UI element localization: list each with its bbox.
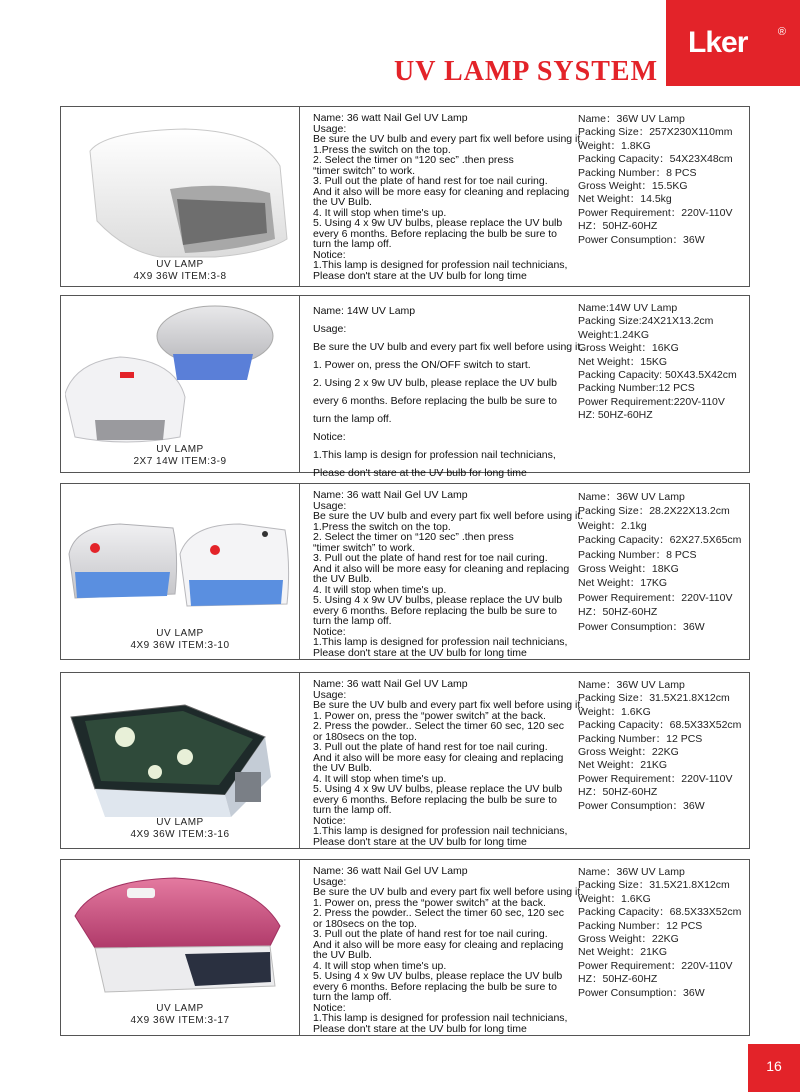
description-line: Usage: xyxy=(313,499,347,512)
spec-line: Weight：1.6KG xyxy=(578,705,651,718)
product-row xyxy=(60,859,750,1036)
description-line: Usage: xyxy=(313,323,347,335)
description-line: every 6 months. Before replacing the bulb be sure to xyxy=(313,604,557,617)
description-line: Name: 36 watt Nail Gel UV Lamp xyxy=(313,489,468,501)
spec-line: Name：36W UV Lamp xyxy=(578,491,685,503)
spec-line: Gross Weight：22KG xyxy=(578,933,679,946)
description-line: 1. Power on, press the ON/OFF switch to start. xyxy=(313,359,531,371)
uv-lamp-3-8-image xyxy=(65,111,295,261)
spec-line: HZ: 50HZ-60HZ xyxy=(578,409,653,422)
description-line: And it also will be more easy for cleaing and replacing xyxy=(313,938,564,951)
product-description xyxy=(313,865,584,1035)
description-line: 1.This lamp is designed for profession nail technicians, xyxy=(313,636,568,648)
spec-line: Weight：1.8KG xyxy=(578,139,651,152)
description-line: Please don't stare at the UV bulb for long time xyxy=(313,269,527,282)
product-row xyxy=(60,483,750,660)
spec-line: Packing Number：12 PCS xyxy=(578,919,703,932)
description-line: Please don't stare at the UV bulb for long time xyxy=(313,1022,527,1035)
spec-line: Power Requirement：220V-110V xyxy=(578,206,733,219)
description-line: Be sure the UV bulb and every part fix well before using it. xyxy=(313,510,584,522)
description-line: Usage: xyxy=(313,875,347,888)
description-line: Be sure the UV bulb and every part fix well before using it. xyxy=(313,341,584,353)
uv-lamp-3-9-image xyxy=(65,302,295,452)
description-line: Notice: xyxy=(313,1001,346,1014)
description-line: every 6 months. Before replacing the bulb be sure to xyxy=(313,395,557,407)
spec-line: Power Consumption：36W xyxy=(578,986,705,999)
description-line: Name: 14W UV Lamp xyxy=(313,305,416,317)
description-line: 1.This lamp is designed for profession nail technicians, xyxy=(313,825,568,837)
description-line: 2. Press the powder.. Select the timer 60 sec, 120 sec xyxy=(313,720,564,732)
spec-line: Power Consumption：36W xyxy=(578,799,705,812)
product-caption: UV LAMP 4X9 36W ITEM:3-17 xyxy=(130,1003,230,1026)
spec-line: Packing Capacity：62X27.5X65cm xyxy=(578,534,742,547)
spec-line: Net Weight：21KG xyxy=(578,759,668,772)
spec-line: Net Weight：14.5kg xyxy=(578,193,672,206)
description-line: 4. It will stop when time's up. xyxy=(313,959,447,972)
spec-line: Packing Number：8 PCS xyxy=(578,548,697,561)
spec-line: Packing Number：8 PCS xyxy=(578,166,697,179)
description-line: Be sure the UV bulb and every part fix well before using it. xyxy=(313,699,584,711)
description-line: Please don't stare at the UV bulb for long time xyxy=(313,467,527,479)
product-image-cell xyxy=(61,107,300,286)
description-line: turn the lamp off. xyxy=(313,804,392,816)
spec-line: Packing Size：31.5X21.8X12cm xyxy=(578,692,730,705)
description-line: every 6 months. Before replacing the bulb be sure to xyxy=(313,793,557,806)
product-specs xyxy=(578,113,748,247)
description-line: And it also will be more easy for cleaning and replacing xyxy=(313,185,570,198)
description-line: turn the lamp off. xyxy=(313,615,392,627)
description-line: 2. Select the timer on “120 sec” .then press xyxy=(313,154,514,166)
spec-line: Gross Weight：16KG xyxy=(578,342,679,355)
description-line: 5. Using 4 x 9w UV bulbs, please replace the UV bulb xyxy=(313,970,563,982)
description-line: 3. Pull out the plate of hand rest for toe nail curing. xyxy=(313,741,548,753)
spec-line: Packing Capacity：54X23X48cm xyxy=(578,153,733,166)
description-line: every 6 months. Before replacing the bulb be sure to xyxy=(313,227,557,240)
spec-line: Gross Weight：22KG xyxy=(578,746,679,759)
description-line: the UV Bulb. xyxy=(313,949,372,961)
uv-lamp-3-17-image xyxy=(65,866,295,1006)
spec-line: Packing Size：31.5X21.8X12cm xyxy=(578,879,730,892)
product-caption: UV LAMP 4X9 36W ITEM:3-16 xyxy=(130,817,230,840)
description-line: 1.Press the switch on the top. xyxy=(313,143,451,156)
product-specs xyxy=(578,866,748,1000)
product-description xyxy=(313,112,584,282)
spec-line: Gross Weight：18KG xyxy=(578,563,679,576)
product-description xyxy=(313,489,584,659)
description-line: turn the lamp off. xyxy=(313,238,392,250)
product-row xyxy=(60,672,750,849)
description-line: 1. Power on, press the “power switch” at the back. xyxy=(313,709,546,722)
spec-line: Packing Size:24X21X13.2cm xyxy=(578,315,714,328)
description-line: 1. Power on, press the “power switch” at the back. xyxy=(313,896,546,909)
product-image-cell xyxy=(61,296,300,472)
description-line: 4. It will stop when time's up. xyxy=(313,772,447,785)
product-row xyxy=(60,295,750,479)
description-line: Name: 36 watt Nail Gel UV Lamp xyxy=(313,865,468,877)
spec-line: Power Consumption：36W xyxy=(578,233,705,246)
spec-line: Power Requirement：220V-110V xyxy=(578,591,733,604)
spec-line: HZ：50HZ-60HZ xyxy=(578,973,658,986)
description-line: Notice: xyxy=(313,814,346,827)
description-line: And it also will be more easy for cleaing and replacing xyxy=(313,751,564,764)
product-specs xyxy=(578,679,748,813)
spec-line: Net Weight：21KG xyxy=(578,946,668,959)
spec-line: Packing Capacity: 50X43.5X42cm xyxy=(578,369,737,382)
description-line: Be sure the UV bulb and every part fix well before using it. xyxy=(313,886,584,898)
page-title: UV LAMP SYSTEM xyxy=(394,56,658,87)
description-line: Please don't stare at the UV bulb for long time xyxy=(313,835,527,848)
description-line: or 180secs on the top. xyxy=(313,730,417,743)
product-caption: UV LAMP 4X9 36W ITEM:3-8 xyxy=(133,259,227,282)
description-line: or 180secs on the top. xyxy=(313,917,417,930)
spec-line: HZ：50HZ-60HZ xyxy=(578,786,658,799)
description-line: Notice: xyxy=(313,431,346,443)
page-number: 16 xyxy=(748,1044,800,1092)
description-line: 2. Select the timer on “120 sec” .then press xyxy=(313,531,514,543)
spec-line: Packing Size：257X230X110mm xyxy=(578,126,733,139)
spec-line: Power Requirement：220V-110V xyxy=(578,959,733,972)
uv-lamp-3-10-image xyxy=(65,514,295,644)
product-description xyxy=(313,678,584,848)
description-line: Be sure the UV bulb and every part fix well before using it. xyxy=(313,133,584,145)
description-line: Notice: xyxy=(313,248,346,261)
product-specs xyxy=(578,302,748,423)
description-line: Name: 36 watt Nail Gel UV Lamp xyxy=(313,112,468,124)
spec-line: Packing Capacity：68.5X33X52cm xyxy=(578,719,742,732)
spec-line: Packing Size：28.2X22X13.2cm xyxy=(578,505,730,518)
product-image-cell xyxy=(61,860,300,1035)
spec-line: Weight：1.6KG xyxy=(578,892,651,905)
description-line: 3. Pull out the plate of hand rest for toe nail curing. xyxy=(313,175,548,187)
spec-line: Net Weight：17KG xyxy=(578,577,668,590)
brand-logo xyxy=(666,0,800,86)
description-line: 3. Pull out the plate of hand rest for toe nail curing. xyxy=(313,928,548,940)
description-line: every 6 months. Before replacing the bulb be sure to xyxy=(313,980,557,993)
description-line: 1.This lamp is designed for profession nail technicians, xyxy=(313,259,568,271)
description-line: 5. Using 4 x 9w UV bulbs, please replace the UV bulb xyxy=(313,783,563,795)
spec-line: Name：36W UV Lamp xyxy=(578,679,685,691)
description-line: Please don't stare at the UV bulb for long time xyxy=(313,646,527,659)
product-description xyxy=(313,302,584,482)
spec-line: Weight：2.1kg xyxy=(578,519,647,532)
spec-line: Weight:1.24KG xyxy=(578,328,650,341)
product-image-cell xyxy=(61,484,300,659)
spec-line: Net Weight：15KG xyxy=(578,355,668,368)
spec-line: Name：36W UV Lamp xyxy=(578,113,685,125)
description-line: 4. It will stop when time's up. xyxy=(313,206,447,219)
product-caption: UV LAMP 4X9 36W ITEM:3-10 xyxy=(130,628,230,651)
description-line: 2. Using 2 x 9w UV bulb, please replace the UV bulb xyxy=(313,377,557,389)
description-line: 1.This lamp is design for profession nail technicians, xyxy=(313,449,556,461)
spec-line: HZ：50HZ-60HZ xyxy=(578,606,658,619)
spec-line: Gross Weight：15.5KG xyxy=(578,180,688,193)
spec-line: Power Requirement：220V-110V xyxy=(578,772,733,785)
spec-line: HZ：50HZ-60HZ xyxy=(578,220,658,233)
product-image-cell xyxy=(61,673,300,848)
spec-line: Packing Number：12 PCS xyxy=(578,732,703,745)
spec-line: Name:14W UV Lamp xyxy=(578,302,678,314)
description-line: 2. Press the powder.. Select the timer 60 sec, 120 sec xyxy=(313,907,564,919)
description-line: turn the lamp off. xyxy=(313,413,392,425)
product-row xyxy=(60,106,750,287)
description-line: 1.Press the switch on the top. xyxy=(313,520,451,533)
description-line: 4. It will stop when time's up. xyxy=(313,583,447,596)
spec-line: Power Consumption：36W xyxy=(578,620,705,633)
description-line: And it also will be more easy for cleaning and replacing xyxy=(313,562,570,575)
logo-text: Lker xyxy=(688,26,748,59)
description-line: the UV Bulb. xyxy=(313,573,372,585)
product-caption: UV LAMP 2X7 14W ITEM:3-9 xyxy=(133,444,227,467)
description-line: turn the lamp off. xyxy=(313,991,392,1003)
description-line: Name: 36 watt Nail Gel UV Lamp xyxy=(313,678,468,690)
description-line: “timer switch” to work. xyxy=(313,541,416,554)
spec-line: Power Requirement:220V-110V xyxy=(578,395,725,408)
description-line: 3. Pull out the plate of hand rest for toe nail curing. xyxy=(313,552,548,564)
spec-line: Packing Capacity：68.5X33X52cm xyxy=(578,906,742,919)
description-line: Notice: xyxy=(313,625,346,638)
description-line: Usage: xyxy=(313,122,347,135)
description-line: the UV Bulb. xyxy=(313,196,372,208)
description-line: Usage: xyxy=(313,688,347,701)
spec-line: Name：36W UV Lamp xyxy=(578,866,685,878)
uv-lamp-3-16-image xyxy=(65,677,295,817)
description-line: the UV Bulb. xyxy=(313,762,372,774)
description-line: 1.This lamp is designed for profession nail technicians, xyxy=(313,1012,568,1024)
registered-mark: ® xyxy=(777,26,786,38)
description-line: 5. Using 4 x 9w UV bulbs, please replace the UV bulb xyxy=(313,594,563,606)
product-specs xyxy=(578,490,748,634)
spec-line: Packing Number:12 PCS xyxy=(578,382,695,395)
description-line: 5. Using 4 x 9w UV bulbs, please replace the UV bulb xyxy=(313,217,563,229)
description-line: “timer switch” to work. xyxy=(313,164,416,177)
